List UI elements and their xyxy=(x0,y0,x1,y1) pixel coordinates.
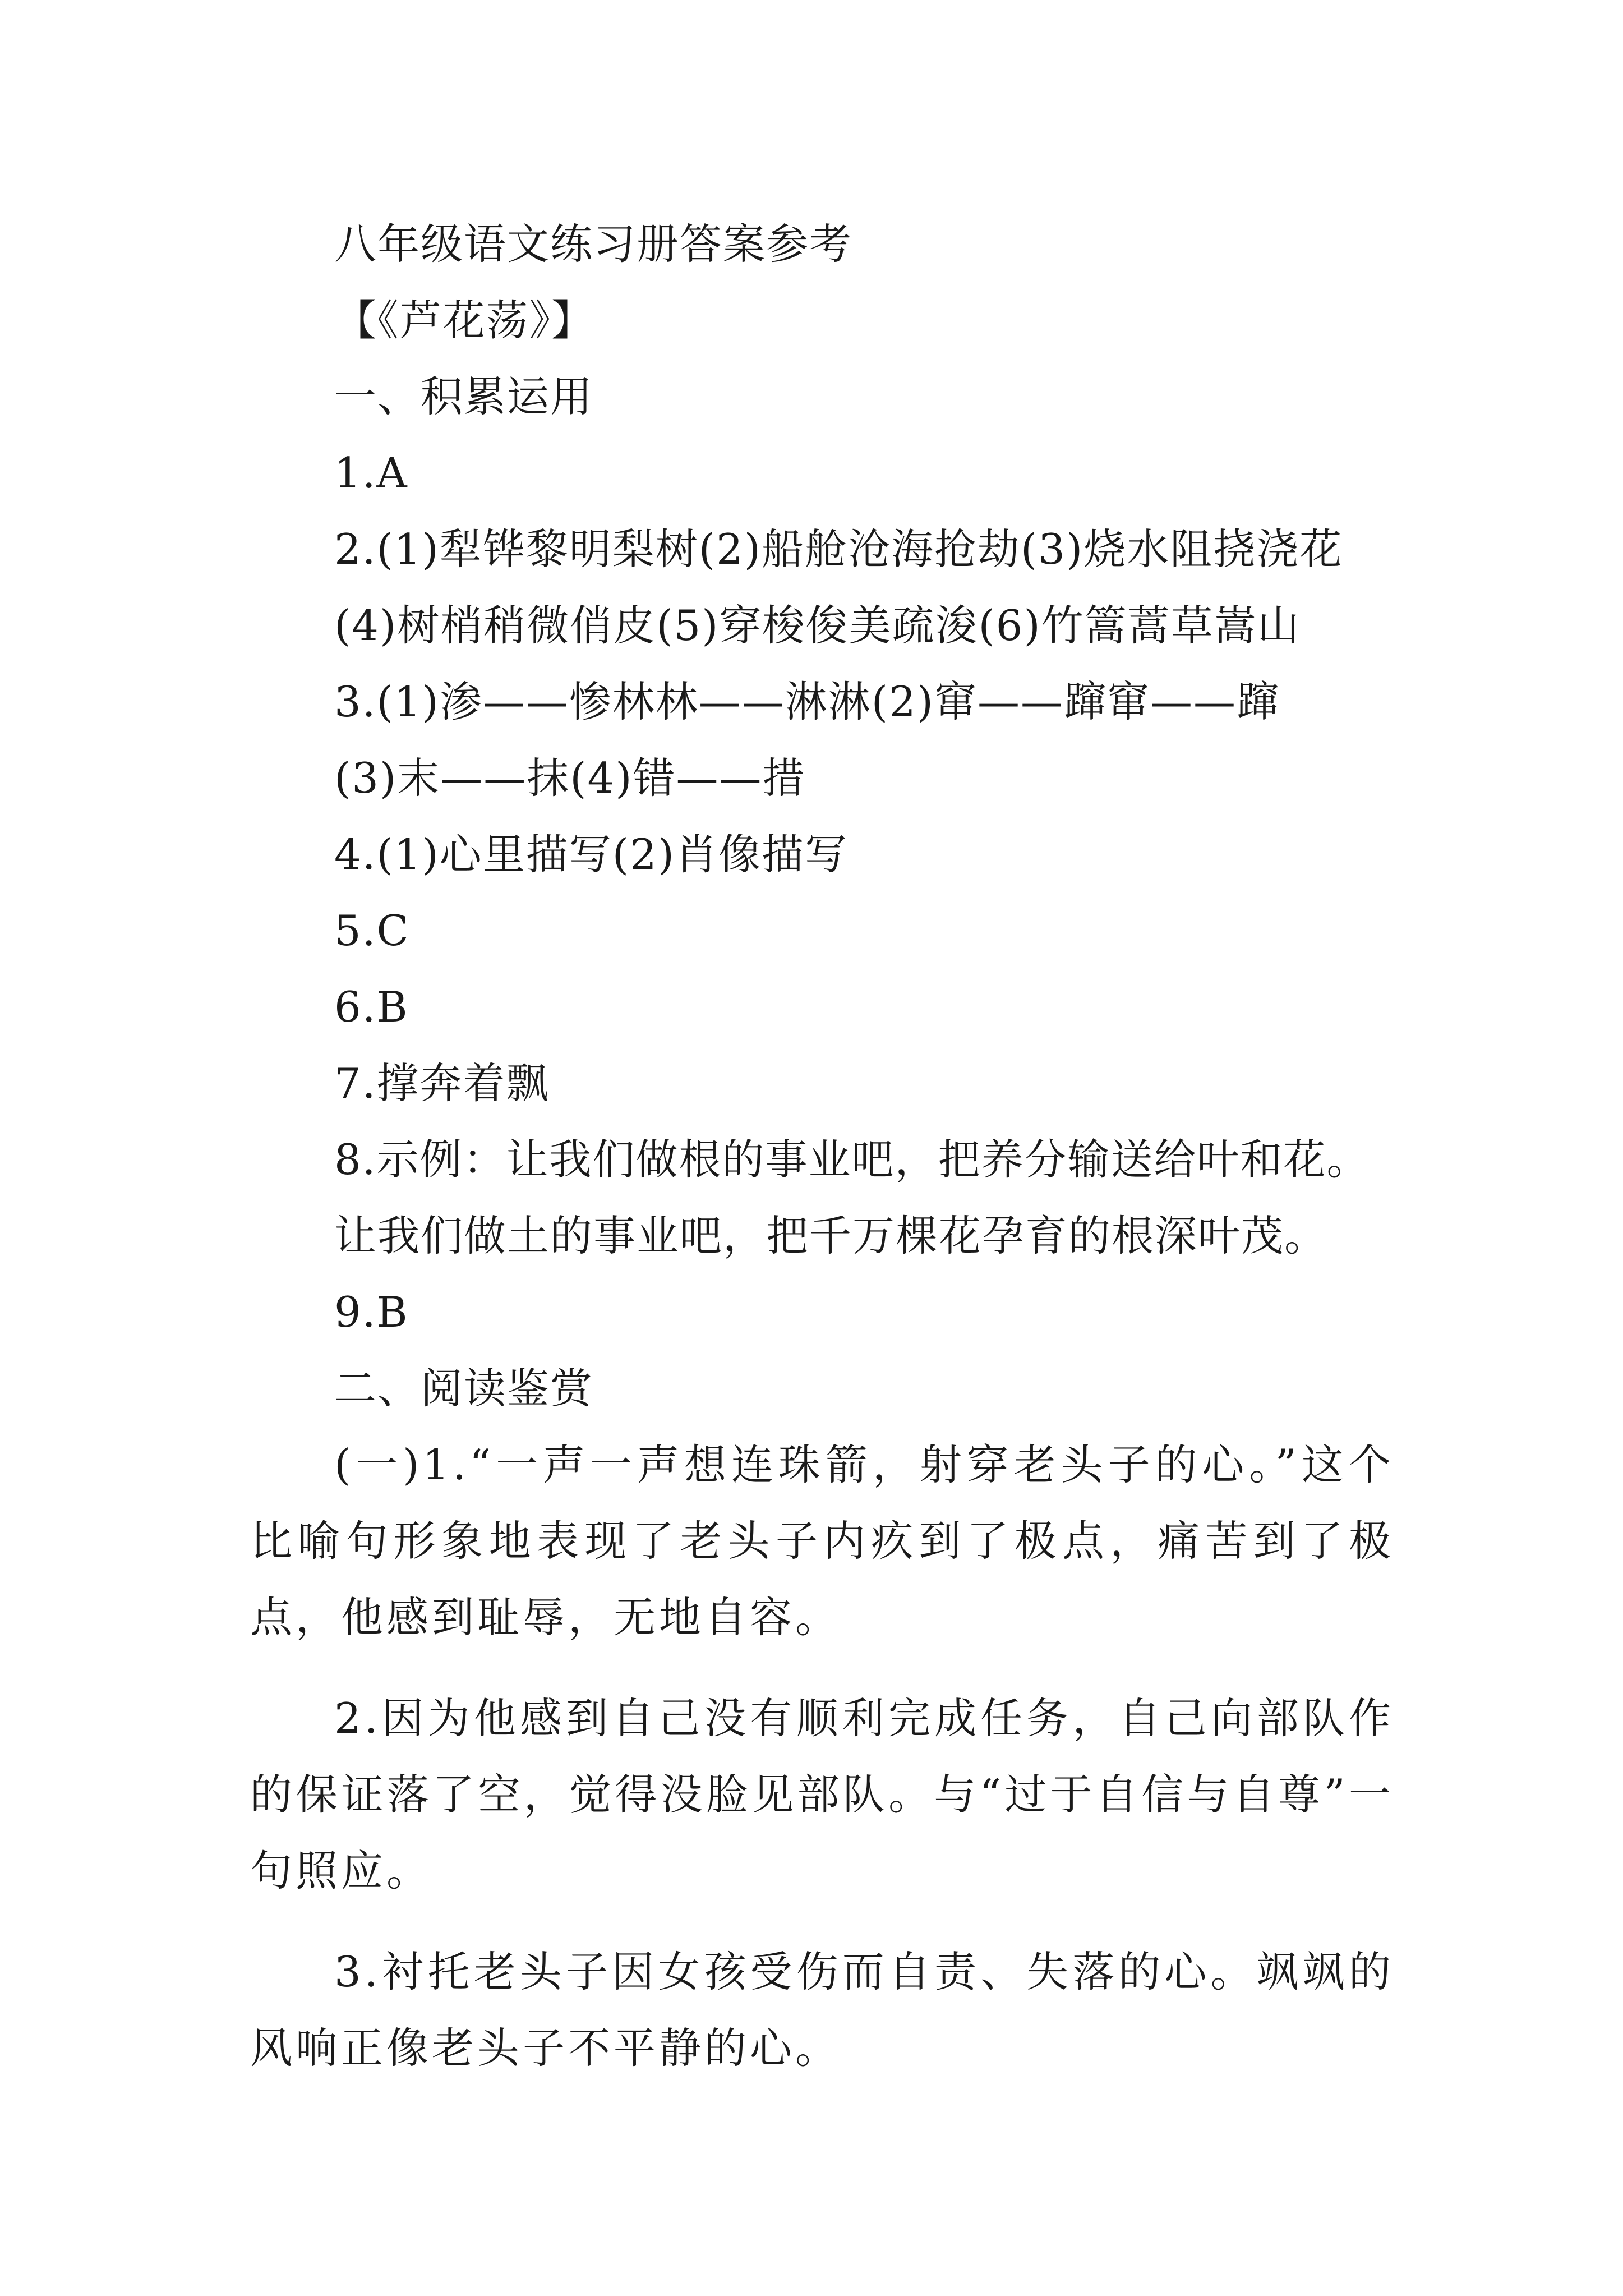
reading-answer-paragraph: 2.因为他感到自己没有顺利完成任务，自己向部队作的保证落了空，觉得没脸见部队。与“过于自信与自尊”一句照应。 xyxy=(250,1694,1394,1895)
answer-line: 8.示例：让我们做根的事业吧，把养分输送给叶和花。 xyxy=(334,1135,1370,1184)
lesson-title: 【《芦花荡》】 xyxy=(334,296,595,345)
answer-line: 9.B xyxy=(334,1287,409,1337)
reading-answer-paragraph: (一)1.“一声一声想连珠箭，射穿老头子的心。”这个比喻句形象地表现了老头子内疚到了极点，痛苦到了极点，他感到耻辱，无地自容。 xyxy=(250,1440,1394,1642)
answer-line: 5.C xyxy=(334,906,410,955)
answer-line: (4)树梢稍微俏皮(5)穿梭俊美疏浚(6)竹篙蒿草嵩山 xyxy=(334,601,1301,650)
answer-line: (3)末——抹(4)错——措 xyxy=(334,753,806,803)
document-title: 八年级语文练习册答案参考 xyxy=(334,219,853,269)
reading-answer-paragraph: 3.衬托老头子因女孩受伤而自责、失落的心。飒飒的风响正像老头子不平静的心。 xyxy=(250,1947,1394,2073)
answer-line: 4.(1)心里描写(2)肖像描写 xyxy=(334,830,849,879)
answer-line: 3.(1)渗——惨林林——淋淋(2)窜——蹿窜——蹿 xyxy=(334,677,1280,726)
answer-line: 让我们做土的事业吧，把千万棵花孕育的根深叶茂。 xyxy=(334,1211,1328,1260)
section-heading-reading: 二、阅读鉴赏 xyxy=(334,1364,594,1413)
answer-line: 7.撑奔着飘 xyxy=(334,1059,550,1108)
answer-line: 6.B xyxy=(334,982,409,1032)
section-heading-accumulation: 一、积累运用 xyxy=(334,372,594,421)
answer-line: 2.(1)犁铧黎明梨树(2)船舱沧海抢劫(3)烧水阻挠浇花 xyxy=(334,524,1343,574)
answer-line: 1.A xyxy=(334,448,408,498)
